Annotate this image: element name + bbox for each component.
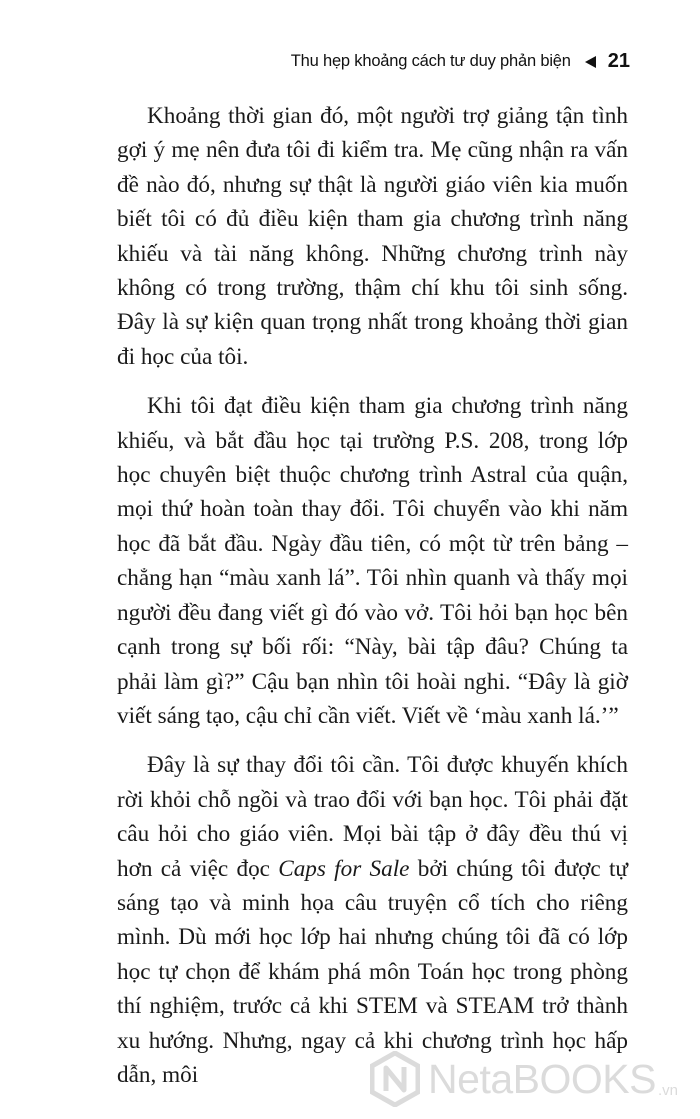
body-text <box>117 99 628 1107</box>
netabooks-logo-icon <box>370 1051 420 1107</box>
page-number: 21 <box>607 50 630 72</box>
watermark-suffix: .vn <box>657 1082 678 1099</box>
running-header <box>291 50 630 73</box>
book-title-italic: Caps for Sale <box>278 855 410 882</box>
arrow-left-icon <box>585 56 596 68</box>
paragraph-3: Đây là sự thay đổi tôi cần. Tôi được khuyến khích rời khỏi chỗ ngồi và trao đổi với bạn học. Tôi phải đặt câu hỏi cho giáo viên. Mọi bài tập ở đây đều thú vị hơn cả việc đọc Caps for Sale bởi chúng tôi được tự sáng tạo và minh họa câu truyện cổ tích cho riêng mình. Dù mới học lớp hai nhưng chúng tôi đã có lớp học tự chọn để khám phá môn Toán học trong phòng thí nghiệm, trước cả khi STEM và STEAM trở thành xu hướng. Nhưng, ngay cả khi chương trình học hấp dẫn, môi <box>117 752 628 1088</box>
paragraph-2: Khi tôi đạt điều kiện tham gia chương trình năng khiếu, và bắt đầu học tại trường P.S. 208, trong lớp học chuyên biệt thuộc chương trình Astral của quận, mọi thứ hoàn toàn thay đổi. Tôi chuyển vào khi năm học đã bắt đầu. Ngày đầu tiên, có một từ trên bảng – chẳng hạn “màu xanh lá”. Tôi nhìn quanh và thấy mọi người đều đang viết gì đó vào vở. Tôi hỏi bạn học bên cạnh trong sự bối rối: “Này, bài tập đâu? Chúng ta phải làm gì?” Cậu bạn nhìn tôi hoài nghi. “Đây là giờ viết sáng tạo, cậu chỉ cần viết. Viết về ‘màu xanh lá.’” <box>117 393 628 729</box>
chapter-title: Thu hẹp khoảng cách tư duy phản biện <box>290 52 571 70</box>
watermark <box>370 1051 678 1107</box>
paragraph-1: Khoảng thời gian đó, một người trợ giảng tận tình gợi ý mẹ nên đưa tôi đi kiểm tra. Mẹ cũng nhận ra vấn đề nào đó, nhưng sự thật là người giáo viên kia muốn biết tôi có đủ điều kiện tham gia chương trình năng khiếu và tài năng không. Những chương trình này không có trong trường, thậm chí khu tôi sinh sống. Đây là sự kiện quan trọng nhất trong khoảng thời gian đi học của tôi. <box>117 103 628 370</box>
watermark-brand: NetaBOOKS <box>428 1055 656 1102</box>
